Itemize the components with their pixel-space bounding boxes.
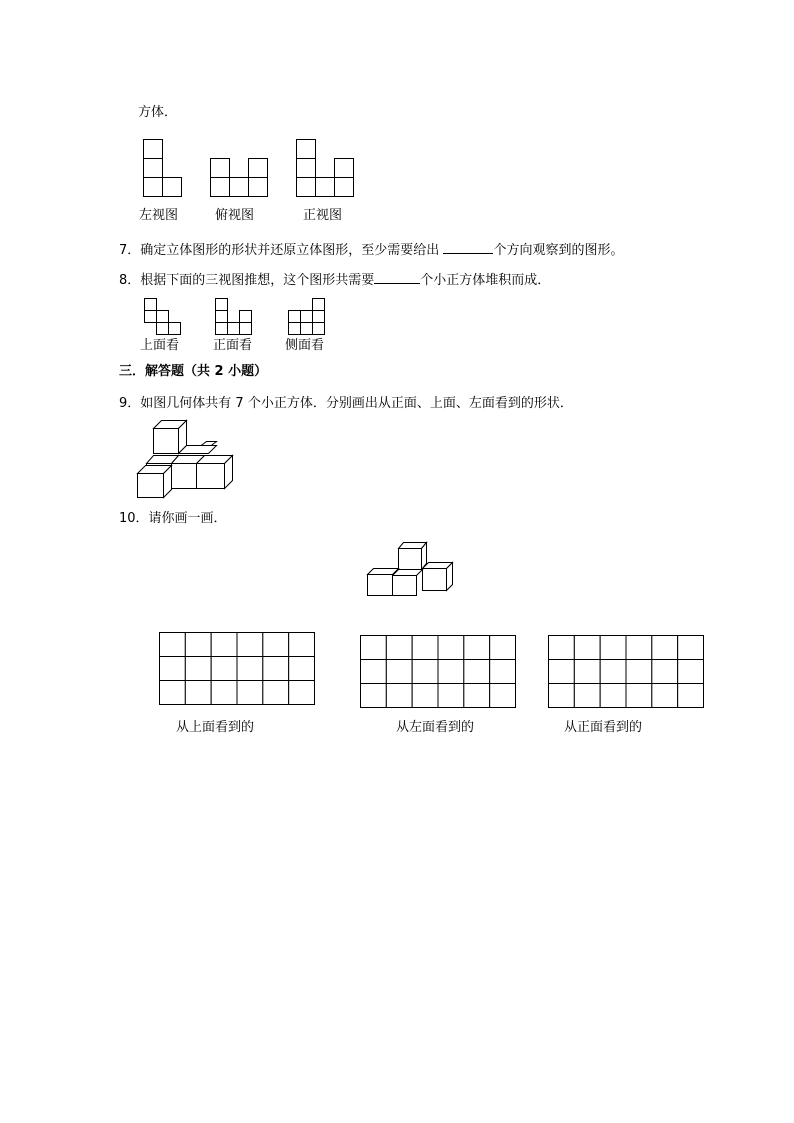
grid-cell[interactable] xyxy=(361,684,387,708)
grid-cell[interactable] xyxy=(464,684,490,708)
grid-cell[interactable] xyxy=(678,636,704,660)
grid-cell[interactable] xyxy=(185,633,211,657)
q6-view-label-left: 左视图 xyxy=(139,208,179,223)
q10-text: 请你画一画． xyxy=(148,511,227,526)
grid-cell[interactable] xyxy=(386,636,412,660)
grid-cell[interactable] xyxy=(263,681,289,705)
q6-tail-text: 方体． xyxy=(138,105,178,120)
q10-number: 10． xyxy=(119,511,149,526)
grid-cell[interactable] xyxy=(412,636,438,660)
grid-cell[interactable] xyxy=(263,657,289,681)
grid-cell[interactable] xyxy=(289,633,315,657)
grid-cell[interactable] xyxy=(237,657,263,681)
question-7 xyxy=(119,241,623,259)
grid-cell[interactable] xyxy=(237,633,263,657)
grid-cell[interactable] xyxy=(185,681,211,705)
section-3-title: 三．解答题（共 2 小题） xyxy=(119,364,268,379)
q8-view-label-top: 上面看 xyxy=(140,338,180,353)
grid-cell[interactable] xyxy=(211,657,237,681)
answer-grid-top-view[interactable] xyxy=(159,632,316,706)
q8-top-view xyxy=(144,298,184,336)
grid-cell[interactable] xyxy=(600,636,626,660)
q8-side-view xyxy=(288,298,328,336)
question-8 xyxy=(119,271,550,289)
q8-answer-blank[interactable] xyxy=(374,271,420,284)
grid-cell[interactable] xyxy=(626,684,652,708)
grid-cell[interactable] xyxy=(361,660,387,684)
question-10 xyxy=(119,511,227,527)
grid-cell[interactable] xyxy=(386,660,412,684)
grid-cell[interactable] xyxy=(438,660,464,684)
grid-cell[interactable] xyxy=(464,660,490,684)
q8-text-after: 个小正方体堆积而成． xyxy=(420,273,551,288)
q8-front-view xyxy=(215,298,255,336)
q7-answer-blank[interactable] xyxy=(443,241,493,254)
grid-cell[interactable] xyxy=(600,660,626,684)
grid-cell[interactable] xyxy=(652,684,678,708)
grid-cell[interactable] xyxy=(237,681,263,705)
grid-cell[interactable] xyxy=(160,633,186,657)
grid-cell[interactable] xyxy=(438,636,464,660)
grid-cell[interactable] xyxy=(490,660,516,684)
grid-cell[interactable] xyxy=(678,660,704,684)
grid-cell[interactable] xyxy=(211,633,237,657)
grid-cell[interactable] xyxy=(626,660,652,684)
q6-left-view xyxy=(143,139,183,197)
q6-top-view xyxy=(210,158,270,198)
grid-cell[interactable] xyxy=(549,684,575,708)
grid-cell[interactable] xyxy=(211,681,237,705)
grid-cell[interactable] xyxy=(600,684,626,708)
grid-cell[interactable] xyxy=(386,684,412,708)
q8-number: 8． xyxy=(119,273,141,288)
grid-cell[interactable] xyxy=(185,657,211,681)
grid-cell[interactable] xyxy=(490,636,516,660)
grid-cell[interactable] xyxy=(490,684,516,708)
grid-cell[interactable] xyxy=(574,684,600,708)
grid-cell[interactable] xyxy=(412,660,438,684)
grid-cell[interactable] xyxy=(263,633,289,657)
answer-grid-front-view[interactable] xyxy=(548,635,705,709)
grid-cell[interactable] xyxy=(626,636,652,660)
q6-view-label-top: 俯视图 xyxy=(215,208,255,223)
q8-view-label-front: 正面看 xyxy=(213,338,253,353)
grid-label-front: 从正面看到的 xyxy=(564,720,643,735)
grid-cell[interactable] xyxy=(464,636,490,660)
grid-cell[interactable] xyxy=(678,684,704,708)
q9-cube-figure xyxy=(136,418,236,500)
q8-text-before: 根据下面的三视图推想，这个图形共需要 xyxy=(140,273,375,288)
grid-cell[interactable] xyxy=(289,681,315,705)
grid-label-left: 从左面看到的 xyxy=(396,720,475,735)
grid-cell[interactable] xyxy=(549,660,575,684)
grid-cell[interactable] xyxy=(160,657,186,681)
grid-cell[interactable] xyxy=(574,636,600,660)
grid-cell[interactable] xyxy=(361,636,387,660)
q10-cube-figure xyxy=(365,540,457,596)
q6-front-view xyxy=(296,139,356,197)
q8-view-label-side: 侧面看 xyxy=(285,338,325,353)
q6-view-label-front: 正视图 xyxy=(303,208,343,223)
q7-text-before: 确定立体图形的形状并还原立体图形，至少需要给出 xyxy=(140,243,440,258)
q9-text: 如图几何体共有 7 个小正方体．分别画出从正面、上面、左面看到的形状． xyxy=(140,396,573,411)
grid-cell[interactable] xyxy=(549,636,575,660)
grid-label-top: 从上面看到的 xyxy=(176,720,255,735)
q7-number: 7． xyxy=(119,243,141,258)
grid-cell[interactable] xyxy=(652,636,678,660)
q7-text-after: 个方向观察到的图形。 xyxy=(493,243,624,258)
grid-cell[interactable] xyxy=(574,660,600,684)
question-9 xyxy=(119,396,573,412)
grid-cell[interactable] xyxy=(438,684,464,708)
q9-number: 9． xyxy=(119,396,141,411)
grid-cell[interactable] xyxy=(412,684,438,708)
grid-cell[interactable] xyxy=(289,657,315,681)
answer-grid-left-view[interactable] xyxy=(360,635,517,709)
grid-cell[interactable] xyxy=(160,681,186,705)
grid-cell[interactable] xyxy=(652,660,678,684)
